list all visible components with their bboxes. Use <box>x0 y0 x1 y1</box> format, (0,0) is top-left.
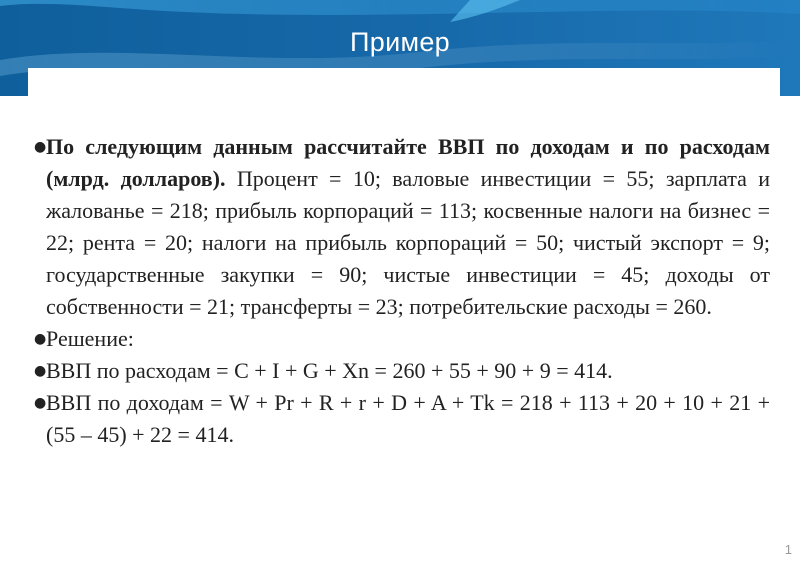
problem-statement: По следующим данным рассчитайте ВВП по доходам и по расходам (млрд. долларов). <box>46 134 770 191</box>
bullet-solution-label <box>34 323 770 355</box>
bullet-dot: ● <box>34 363 47 379</box>
bullet-income <box>34 387 770 451</box>
expenditure-formula: ВВП по расходам = C + I + G + Xn = 260 + 55 + 90 + 9 = 414. <box>46 358 613 383</box>
problem-data: Процент = 10; валовые инвестиции = 55; зарплата и жалованье = 218; прибыль корпораций = 113; косвенные налоги на бизнес = 22; рента = 20; налоги на прибыль корпораций = 50; чистый экспорт = 9; государственные закупки = 90; чистые инвестиции = 45; доходы от собственности = 21; трансферты = 23; потребительские расходы = 260. <box>46 166 770 319</box>
bullet-expenditure <box>34 355 770 387</box>
income-formula: ВВП по доходам = W + Pr + R + r + D + A + Tk = 218 + 113 + 20 + 10 + 21 + (55 – 45) + 22 = 414. <box>46 390 770 447</box>
bullet-dot: ● <box>34 395 47 411</box>
content-panel-top <box>28 68 780 108</box>
slide-title: Пример <box>350 27 450 57</box>
solution-label: Решение: <box>46 326 134 351</box>
slide-body <box>34 131 770 451</box>
bullet-dot: ● <box>34 139 47 155</box>
bullet-problem <box>34 131 770 323</box>
bullet-dot: ● <box>34 331 47 347</box>
page-number: 1 <box>784 542 792 557</box>
